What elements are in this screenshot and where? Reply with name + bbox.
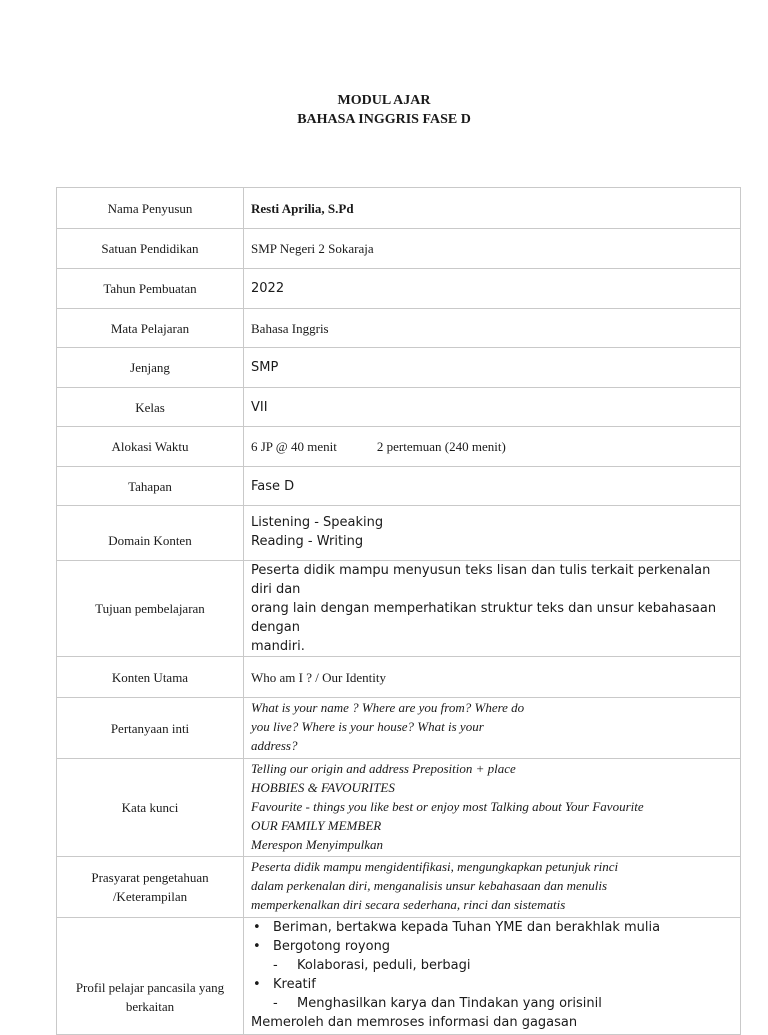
label-konten-utama: Konten Utama — [57, 657, 244, 698]
label-mata-pelajaran: Mata Pelajaran — [57, 309, 244, 348]
value-tahapan: Fase D — [244, 467, 741, 506]
value-tujuan-pembelajaran — [244, 561, 741, 657]
value-konten-utama: Who am I ? / Our Identity — [244, 657, 741, 698]
label-tahapan: Tahapan — [57, 467, 244, 506]
profil-label-line: Profil pelajar pancasila yang — [75, 980, 225, 995]
alokasi-pertemuan: 2 pertemuan (240 menit) — [376, 439, 506, 454]
profil-label-line: berkaitan — [125, 999, 175, 1014]
label-jenjang: Jenjang — [57, 348, 244, 388]
label-pertanyaan-inti: Pertanyaan inti — [57, 698, 244, 759]
prasyarat-label-line: Prasyarat pengetahuan — [91, 870, 209, 885]
table-row-tahapan — [57, 467, 741, 506]
tujuan-line: orang lain dengan memperhatikan struktur teks dan unsur kebahasaan dengan — [251, 601, 717, 635]
pertanyaan-line: address? — [251, 738, 298, 753]
kata-kunci-line: Merespon Menyimpulkan — [251, 837, 384, 852]
domain-line: Reading - Writing — [251, 534, 364, 549]
table-row-kelas — [57, 388, 741, 427]
label-nama-penyusun: Nama Penyusun — [57, 188, 244, 229]
label-alokasi-waktu: Alokasi Waktu — [57, 427, 244, 467]
label-domain-konten: Domain Konten — [57, 506, 244, 561]
label-prasyarat — [57, 857, 244, 918]
value-prasyarat — [244, 857, 741, 918]
value-pertanyaan-inti — [244, 698, 741, 759]
label-kelas: Kelas — [57, 388, 244, 427]
document-title-line1: MODUL AJAR — [337, 93, 431, 108]
prasyarat-line: memperkenalkan diri secara sederhana, rinci dan sistematis — [251, 897, 566, 912]
label-tahun-pembuatan: Tahun Pembuatan — [57, 269, 244, 309]
kata-kunci-line: Favourite - things you like best or enjoy most Talking about Your Favourite — [251, 799, 644, 814]
value-kata-kunci — [244, 759, 741, 857]
table-row-mata-pelajaran — [57, 309, 741, 348]
value-kelas: VII — [244, 388, 741, 427]
label-tujuan-pembelajaran: Tujuan pembelajaran — [57, 561, 244, 657]
pertanyaan-line: What is your name ? Where are you from? Where do — [251, 700, 525, 715]
list-item: - Menghasilkan karya dan Tindakan yang orisinil — [251, 994, 733, 1013]
domain-line: Listening - Speaking — [251, 515, 384, 530]
table-row-tahun-pembuatan — [57, 269, 741, 309]
table-row-kata-kunci — [57, 759, 741, 857]
table-row-konten-utama — [57, 657, 741, 698]
profil-list — [251, 918, 733, 1013]
label-kata-kunci: Kata kunci — [57, 759, 244, 857]
value-alokasi-waktu — [244, 427, 741, 467]
tujuan-line: Peserta didik mampu menyusun teks lisan dan tulis terkait perkenalan diri dan — [251, 563, 711, 597]
list-item: - Kolaborasi, peduli, berbagi — [251, 956, 733, 975]
value-profil-pelajar — [244, 918, 741, 1035]
profil-trailing-line: Memeroleh dan memroses informasi dan gagasan — [251, 1015, 578, 1030]
value-satuan-pendidikan: SMP Negeri 2 Sokaraja — [244, 229, 741, 269]
tujuan-line: mandiri. — [251, 639, 305, 654]
value-tahun-pembuatan: 2022 — [244, 269, 741, 309]
label-satuan-pendidikan: Satuan Pendidikan — [57, 229, 244, 269]
table-row-jenjang — [57, 348, 741, 388]
value-nama-penyusun: Resti Aprilia, S.Pd — [244, 188, 741, 229]
document-title-line2: BAHASA INGGRIS FASE D — [297, 112, 471, 127]
table-row-alokasi-waktu — [57, 427, 741, 467]
prasyarat-line: dalam perkenalan diri, menganalisis unsur kebahasaan dan menulis — [251, 878, 608, 893]
alokasi-jp: 6 JP @ 40 menit — [251, 439, 337, 454]
list-item: • Beriman, bertakwa kepada Tuhan YME dan berakhlak mulia — [251, 918, 733, 937]
prasyarat-line: Peserta didik mampu mengidentifikasi, mengungkapkan petunjuk rinci — [251, 859, 619, 874]
table-row-prasyarat — [57, 857, 741, 918]
value-mata-pelajaran: Bahasa Inggris — [244, 309, 741, 348]
table-row-profil-pelajar — [57, 918, 741, 1035]
list-item: • Kreatif — [251, 975, 733, 994]
table-row-domain-konten — [57, 506, 741, 561]
list-item: • Bergotong royong — [251, 937, 733, 956]
kata-kunci-line: Telling our origin and address Preposition + place — [251, 761, 516, 776]
table-row-tujuan-pembelajaran — [57, 561, 741, 657]
value-jenjang: SMP — [244, 348, 741, 388]
label-profil-pelajar — [57, 918, 244, 1035]
table-row-nama-penyusun — [57, 188, 741, 229]
value-domain-konten — [244, 506, 741, 561]
kata-kunci-line: OUR FAMILY MEMBER — [251, 818, 382, 833]
prasyarat-label-line: /Keterampilan — [112, 889, 188, 904]
kata-kunci-line: HOBBIES & FAVOURITES — [251, 780, 395, 795]
identity-table — [56, 187, 741, 1035]
pertanyaan-line: you live? Where is your house? What is your — [251, 719, 484, 734]
table-row-satuan-pendidikan — [57, 229, 741, 269]
table-row-pertanyaan-inti — [57, 698, 741, 759]
